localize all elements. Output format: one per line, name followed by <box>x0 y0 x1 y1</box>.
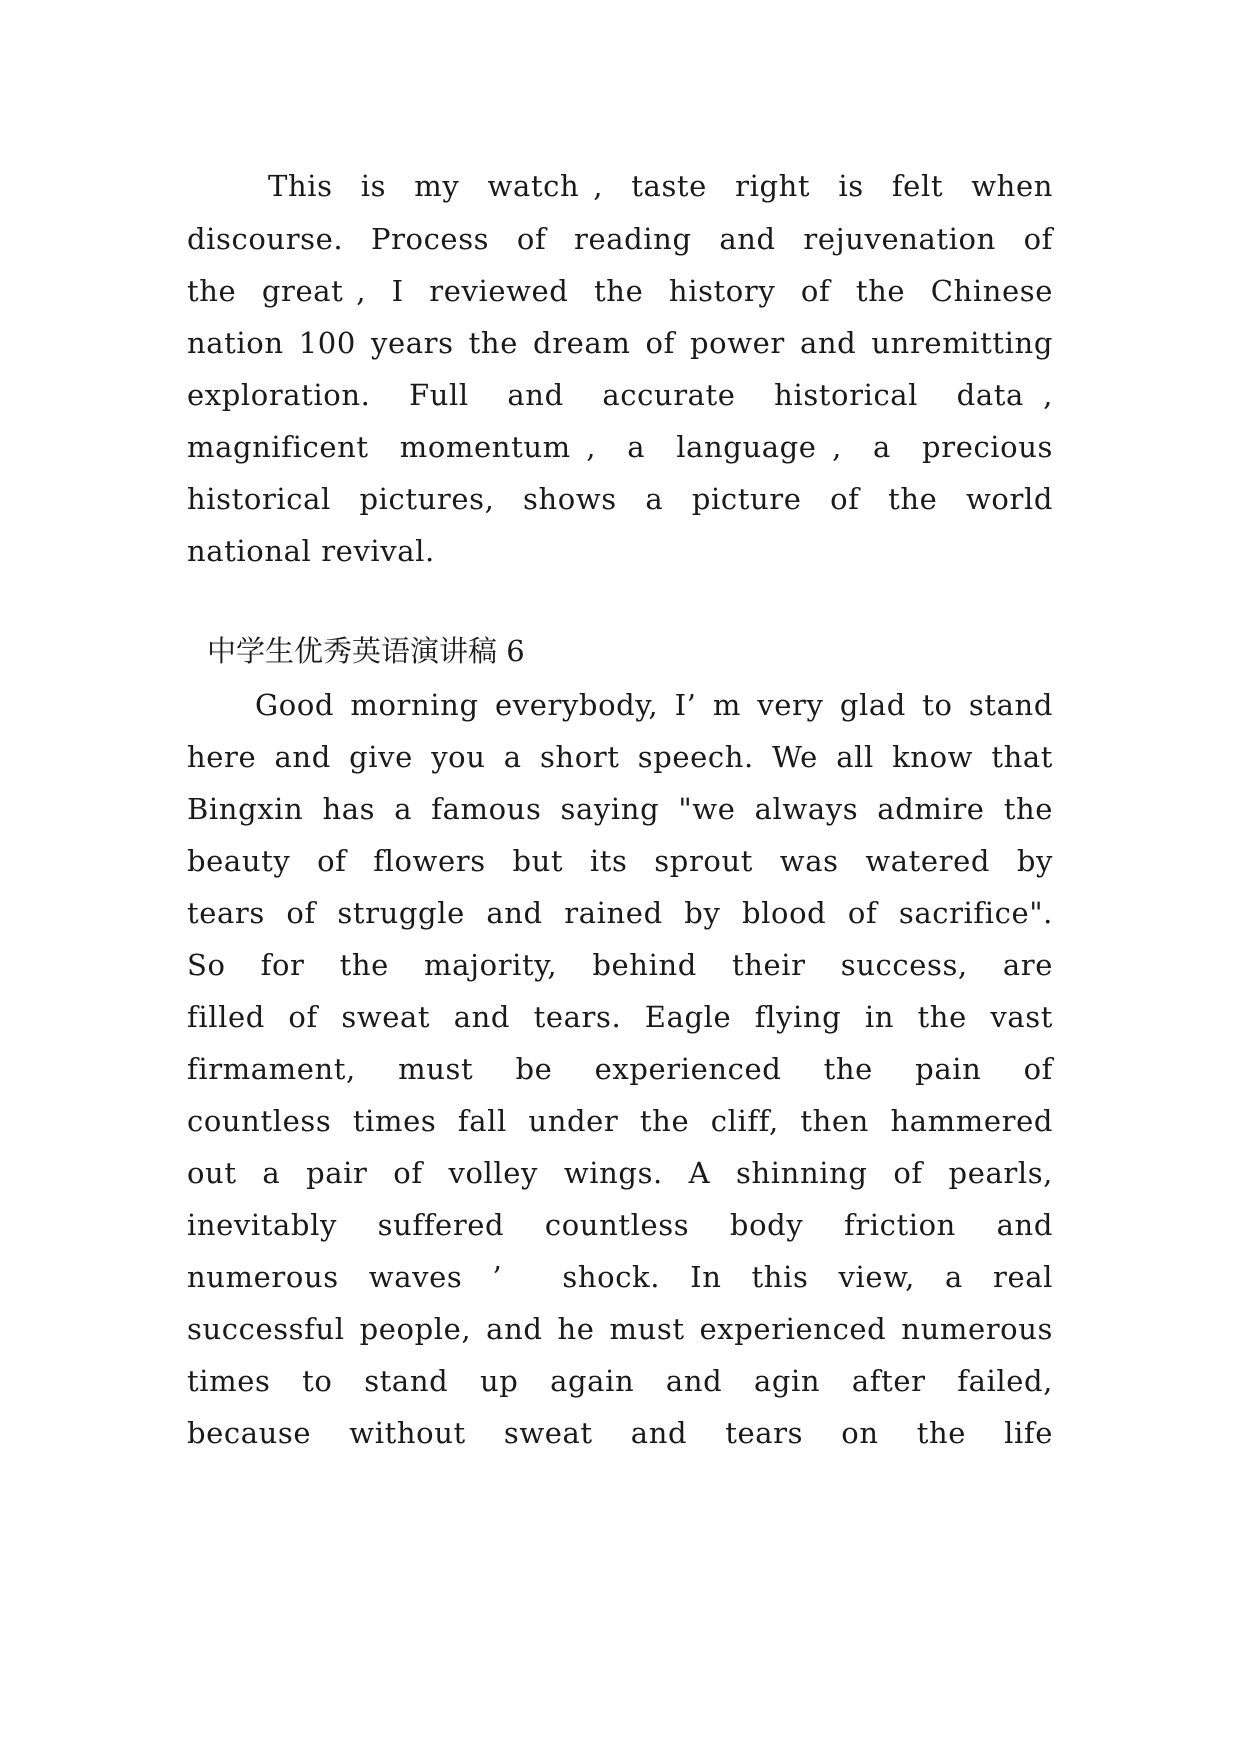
paragraph2-line-8: firmament, must be experienced the pain of <box>187 1052 1053 1086</box>
paragraph1-line-5: exploration. Full and accurate historical data , <box>187 378 1053 412</box>
paragraph2-line-12: numerous waves ’ shock. In this view, a real <box>187 1260 1053 1294</box>
paragraph2-line-13: successful people, and he must experienced numerous <box>187 1312 1053 1346</box>
paragraph1-line-6: magnificent momentum , a language , a precious <box>187 430 1053 464</box>
paragraph2-line-1: Good morning everybody, I’ m very glad to stand <box>255 688 1053 722</box>
paragraph2-line-11: inevitably suffered countless body friction and <box>187 1208 1053 1242</box>
paragraph2-line-10: out a pair of volley wings. A shinning of pearls, <box>187 1156 1053 1190</box>
paragraph2-line-9: countless times fall under the cliff, then hammered <box>187 1104 1053 1138</box>
paragraph1-line-3: the great , I reviewed the history of the Chinese <box>187 274 1053 308</box>
paragraph2-line-3: Bingxin has a famous saying "we always admire the <box>187 792 1053 826</box>
paragraph1-line-8: national revival. <box>187 534 435 568</box>
paragraph2-line-7: filled of sweat and tears. Eagle flying in the vast <box>187 1000 1053 1034</box>
paragraph1-line-1: This is my watch , taste right is felt when <box>268 169 1053 203</box>
section-heading: 中学生优秀英语演讲稿 6 <box>207 634 525 668</box>
paragraph2-line-2: here and give you a short speech. We all know that <box>187 740 1053 774</box>
paragraph2-line-6: So for the majority, behind their success, are <box>187 948 1053 982</box>
paragraph2-line-15: because without sweat and tears on the life <box>187 1416 1053 1450</box>
paragraph1-line-2: discourse. Process of reading and rejuvenation of <box>187 222 1053 256</box>
paragraph1-line-7: historical pictures, shows a picture of the world <box>187 482 1053 516</box>
paragraph2-line-4: beauty of flowers but its sprout was watered by <box>187 844 1053 878</box>
paragraph1-line-4: nation 100 years the dream of power and unremitting <box>187 326 1053 360</box>
paragraph2-line-14: times to stand up again and agin after failed, <box>187 1364 1053 1398</box>
paragraph2-line-5: tears of struggle and rained by blood of sacrifice". <box>187 896 1053 930</box>
